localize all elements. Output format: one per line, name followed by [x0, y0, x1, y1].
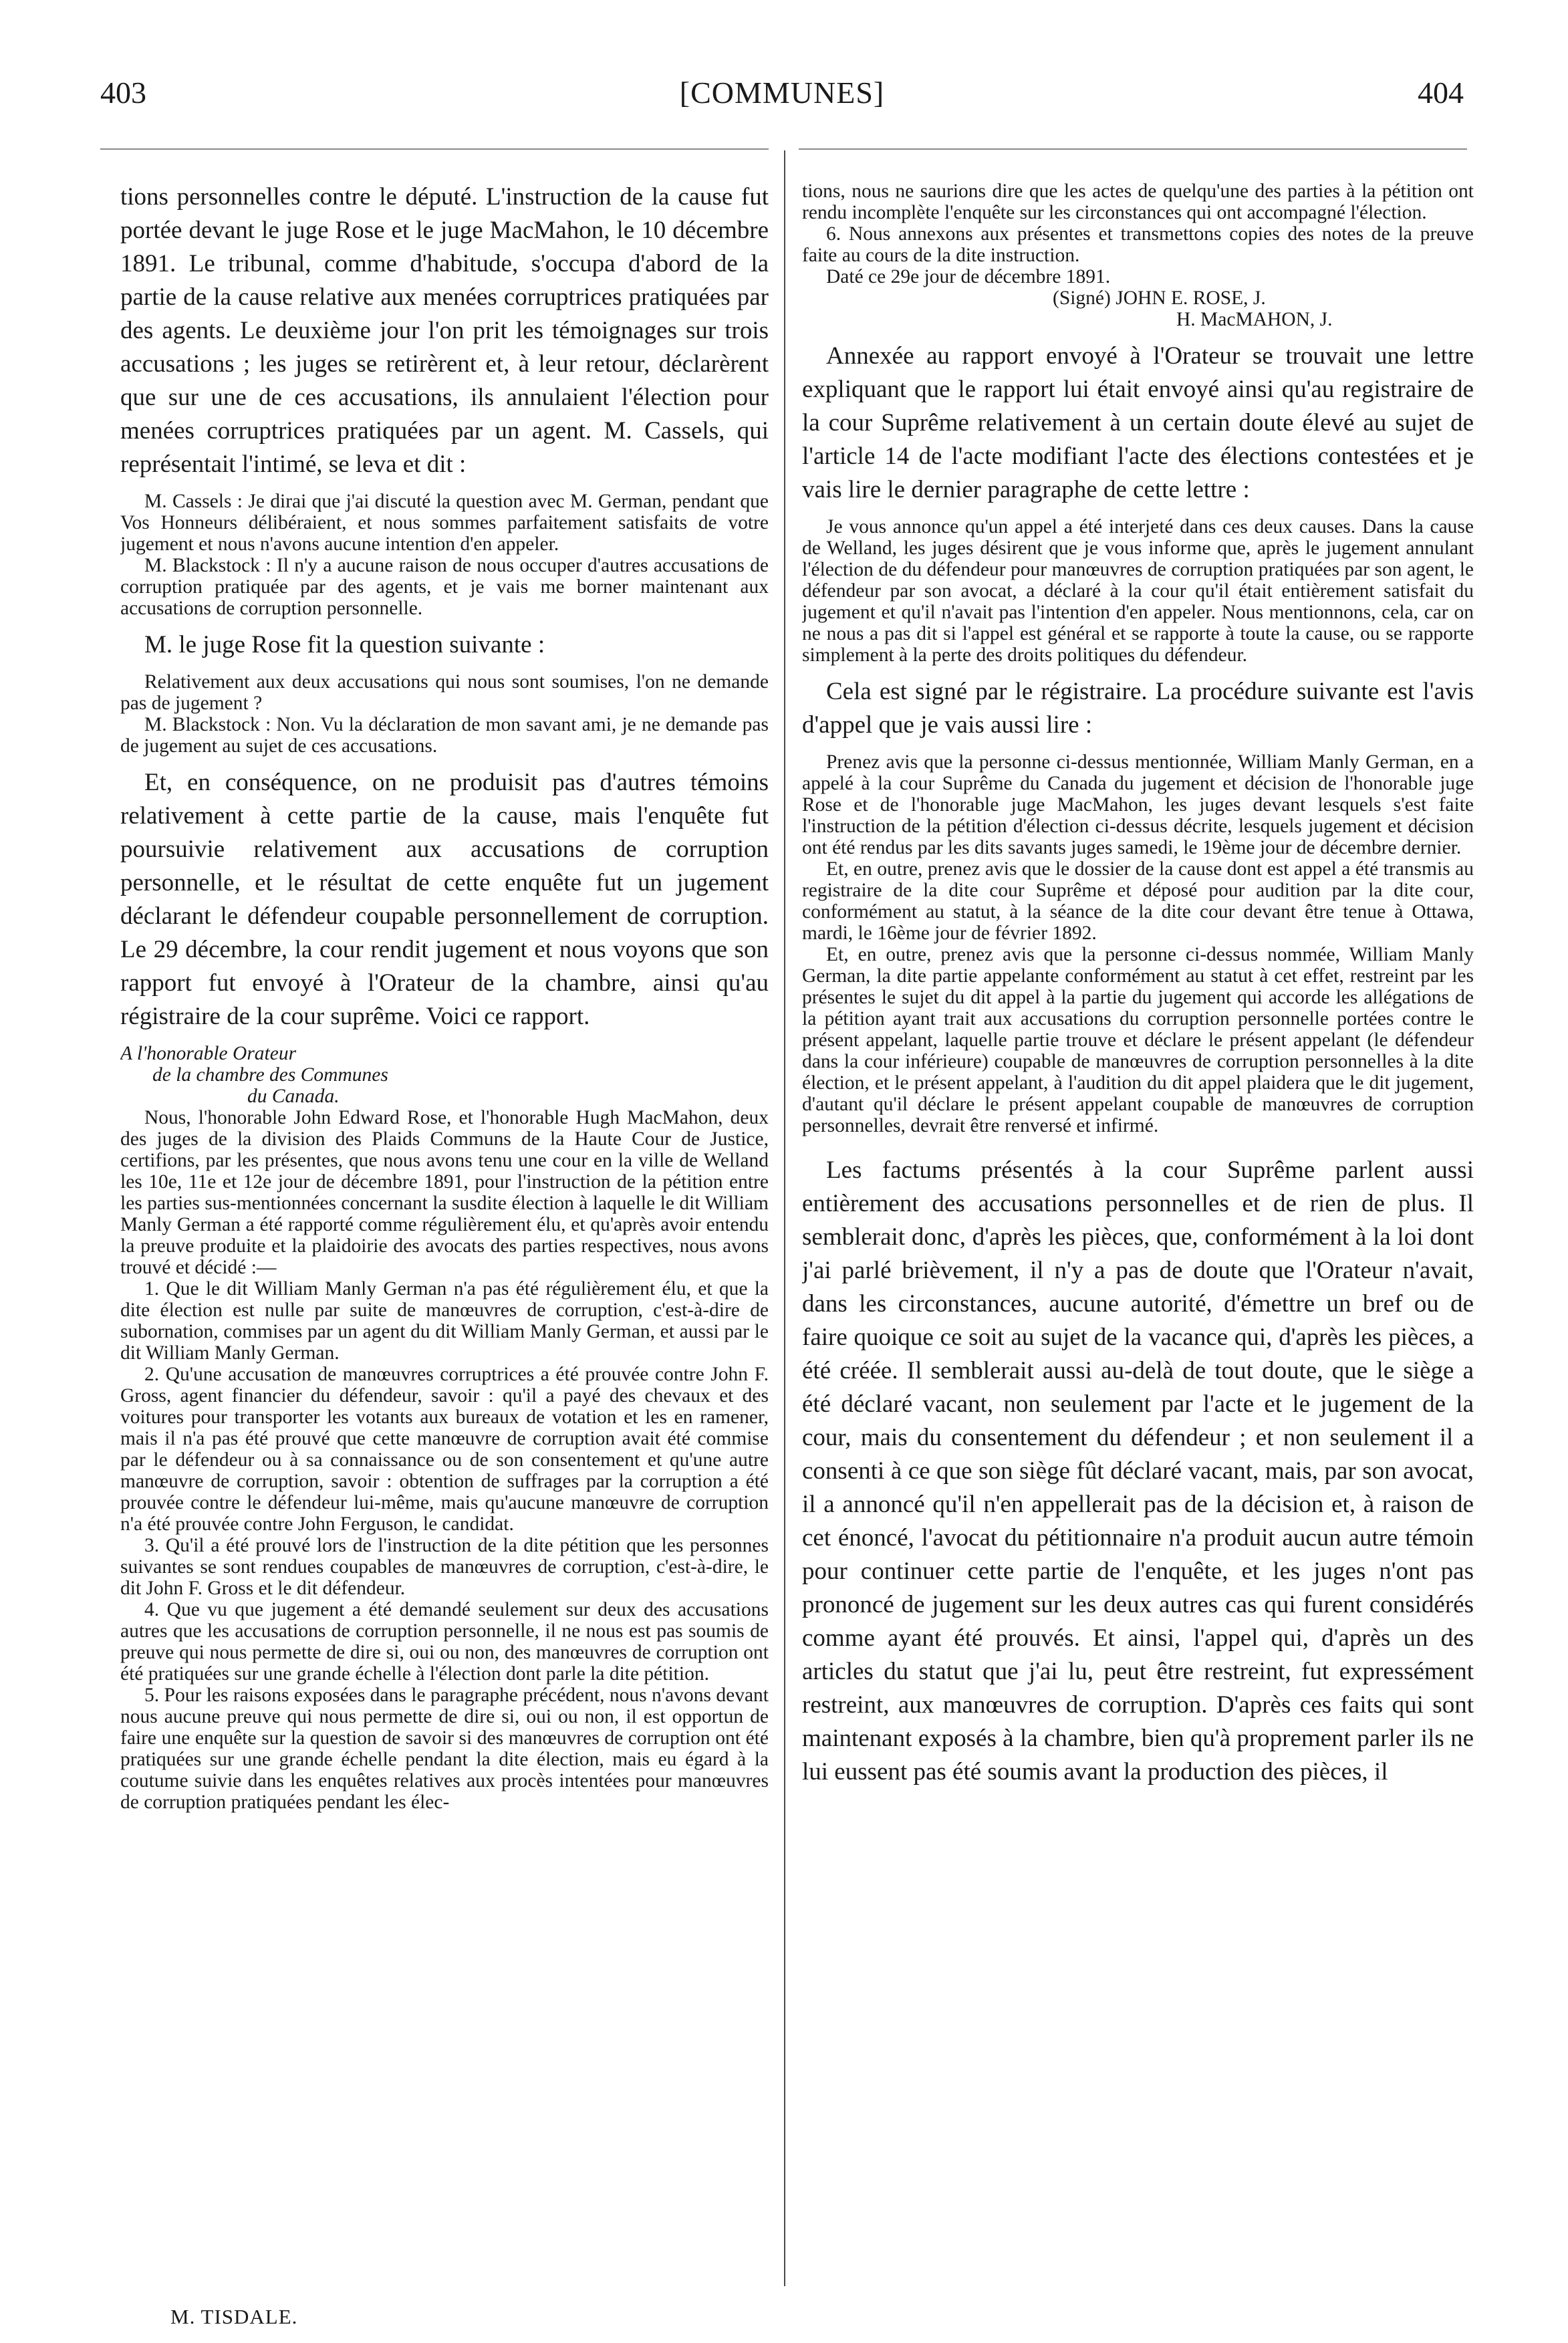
quote-paragraph: Relativement aux deux accusations qui nous sont soumises, l'on ne demande pas de jugement ? — [120, 671, 769, 714]
report-paragraph: 2. Qu'une accusation de manœuvres corruptrices a été prouvée contre John F. Gross, agent financier du défendeur, savoir : qu'il a payé des chevaux et des voitures pour transporter les votants aux bureaux de votation et les en ramener, mais il n'a pas été prouvé que cette manœuvre de corruption avait été commise par le défendeur ou à sa connaissance ou de son consentement et qu'une autre manœuvre de corruption, savoir : obtention de suffrages par la corruption a été prouvée contre le défendeur lui-même, mais qu'aucune manœuvre de corruption n'a été prouvée contre John Ferguson, le candidat. — [120, 1364, 769, 1535]
header-rule-right — [799, 148, 1467, 150]
body-paragraph: Et, en conséquence, on ne produisit pas d'autres témoins relativement à cette partie de la cause, mais l'enquête fut poursuivie relativement aux accusations de corruption personnelle, et le résultat de cette enquête fut un jugement déclarant le défendeur coupable personnellement de corruption. Le 29 décembre, la cour rendit jugement et nous voyons que son rapport fut envoyé à l'Orateur de la chambre, ainsi qu'au régistraire de la cour suprême. Voici ce rapport. — [120, 769, 769, 1030]
report-date: Daté ce 29e jour de décembre 1891. — [826, 266, 1111, 287]
address-line: du Canada. — [247, 1086, 340, 1107]
notice-paragraph: Et, en outre, prenez avis que le dossier de la cause dont est appel a été transmis au registraire de la dite cour Suprême et déposé pour audition par la dite cour, conformément au statut, à la séance de la dite cour devant être tenue à Ottawa, mardi, le 16ème jour de février 1892. — [802, 858, 1474, 944]
report-paragraph: 4. Que vu que jugement a été demandé seulement sur deux des accusations autres que les accusations de corruption personnelle, il ne nous est pas soumis de preuve qui nous permette de dire si, oui ou non, des manœuvres de corruption ont été pratiquées sur une grande échelle à l'élection dont parle la dite pétition. — [120, 1599, 769, 1685]
address-line: de la chambre des Communes — [152, 1064, 388, 1086]
notice-paragraph: Prenez avis que la personne ci-dessus mentionnée, William Manly German, en a appelé à la cour Suprême du Canada du jugement et décision de l'honorable juge Rose et de l'honorable juge MacMahon, les juges devant lesquels s'est faite l'instruction de la pétition d'élection ci-dessus décrite, lesquels jugement et décision ont été rendus par les dits savants juges samedi, le 19ème jour de décembre dernier. — [802, 751, 1474, 858]
notice-paragraph: Et, en outre, prenez avis que la personne ci-dessus nommée, William Manly German, la dite partie appelante conformément au statut à cet effet, restreint par les présentes le sujet du dit appel à la partie du jugement qui accorde les allégations de la pétition ayant trait aux accusations du corruption personnelle portées contre le présent appelant, laquelle partie trouve et déclare le présent appelant (le défendeur dans la cour inférieure) coupable de manœuvres de corruption personnelles à la dite élection, et le présent appelant, à l'audition du dit appel plaidera que le dit jugement, d'autant qu'il déclare le présent appelant coupable de manœuvres de corruption personnelles, devrait être renversé et infirmé. — [802, 944, 1474, 1136]
signature-macmahon: H. MacMAHON, J. — [1176, 309, 1333, 330]
report-paragraph: 3. Qu'il a été prouvé lors de l'instruction de la dite pétition que les personnes suivantes se sont rendues coupables de manœuvres de corruption, c'est-à-dire, le dit John F. Gross et le dit défendeur. — [120, 1535, 769, 1599]
column-divider — [784, 150, 785, 2286]
body-paragraph: tions personnelles contre le député. L'instruction de la cause fut portée devant le juge Rose et le juge MacMahon, le 10 décembre 1891. Le tribunal, comme d'habitude, s'occupa d'abord de la partie de la cause relative aux menées corruptrices pratiquées par des agents. Le deuxième jour l'on prit les témoignages sur trois accusations ; les juges se retirèrent et, à leur retour, déclarèrent que sur une de ces accusations, ils annulaient l'élection pour menées corruptrices pratiquées par un agent. M. Cassels, qui représentait l'intimé, se leva et dit : — [120, 183, 769, 478]
body-paragraph: Cela est signé par le régistraire. La procédure suivante est l'avis d'appel que je vais aussi lire : — [802, 678, 1474, 739]
body-paragraph: Les factums présentés à la cour Suprême parlent aussi entièrement des accusations personnelles et de rien de plus. Il semblerait donc, d'après les pièces, que, conformément à la loi dont j'ai parlé brièvement, il n'y a pas de doute que l'Orateur n'avait, dans les circonstances, aucune autorité, d'émettre un bref ou de faire quoique ce soit au sujet de la vacance qui, d'après les pièces, a été créée. Il semblerait aussi au-delà de tout doute, que le siège a été déclaré vacant, non seulement par l'acte et le jugement de la cour, mais du consentement du défendeur ; et non seulement il a consenti à ce que son siège fût déclaré vacant, mais, par son avocat, il a annoncé qu'il n'en appellerait pas de la décision et, à raison de cet énoncé, l'avocat du pétitionnaire n'a produit aucun autre témoin pour continuer cette partie de l'enquête, et les juges n'ont pas prononcé de jugement sur les deux autres cas qui furent considérés comme ayant été prouvés. Et ainsi, l'appel qui, d'après un des articles du statut que j'ai lu, peut être restreint, fut expressément restreint, aux manœuvres de corruption. D'après ces faits qui sont maintenant exposés à la chambre, bien qu'à proprement parler ils ne lui eussent pas été soumis avant la production des pièces, il — [802, 1156, 1474, 1785]
header-rule-left — [100, 148, 769, 150]
speaker-footer: M. TISDALE. — [170, 2305, 298, 2328]
page-number-right: 404 — [1418, 76, 1464, 110]
quote-paragraph: Je vous annonce qu'un appel a été interjeté dans ces deux causes. Dans la cause de Welland, les juges désirent que je vous informe que, après le jugement annulant l'élection de du défendeur pour manœuvres de corruption pratiquées par son agent, le défendeur par son avocat, a déclaré à la cour qu'il était entièrement satisfait du jugement et qu'il n'avait pas l'intention d'en appeler. Nous mentionnons, cela, car on ne nous a pas dit si l'appel est général et se rapporte à toute la cause, ou se rapporte simplement à la perte des droits politiques du défendeur. — [802, 516, 1474, 666]
page-header — [100, 75, 1464, 115]
page-number-left: 403 — [100, 76, 146, 110]
report-paragraph: 6. Nous annexons aux présentes et transmettons copies des notes de la preuve faite au cours de la dite instruction. — [802, 223, 1474, 266]
report-paragraph: Nous, l'honorable John Edward Rose, et l'honorable Hugh MacMahon, deux des juges de la division des Plaids Communs de la Haute Cour de Justice, certifions, par les présentes, que nous avons tenu une cour en la ville de Welland les 10e, 11e et 12e jour de décembre 1891, pour l'instruction de la pétition entre les parties sus-mentionnées concernant la susdite élection à laquelle le dit William Manly German a été rapporté comme régulièrement élu, et qu'après avoir entendu la preuve produite et la plaidoirie des avocats des parties respectives, nous avons trouvé et décidé :— — [120, 1107, 769, 1278]
address-line: A l'honorable Orateur — [120, 1043, 297, 1064]
report-paragraph: tions, nous ne saurions dire que les actes de quelqu'une des parties à la pétition ont rendu incomplète l'enquête sur les circonstances qui ont accompagné l'élection. — [802, 180, 1474, 223]
quote-paragraph: M. Blackstock : Non. Vu la déclaration de mon savant ami, je ne demande pas de jugement au sujet de ces accusations. — [120, 714, 769, 757]
quote-paragraph: M. Blackstock : Il n'y a aucune raison de nous occuper d'autres accusations de corruption pratiquée par des agents, et je vais me borner maintenant aux accusations de corruption personnelle. — [120, 555, 769, 619]
report-paragraph: 5. Pour les raisons exposées dans le paragraphe précédent, nous n'avons devant nous aucune preuve qui nous permette de dire si, oui ou non, il est opportun de faire une enquête sur la question de savoir si des manœuvres de corruption ont été pratiquées sur une grande échelle pendant la dite élection, mais eu égard à la coutume suivie dans les enquêtes relatives aux procès intentées pour manœuvres de corruption pratiquées pendant les élec- — [120, 1685, 769, 1813]
left-column — [120, 180, 769, 2306]
body-paragraph: M. le juge Rose fit la question suivante : — [144, 631, 545, 658]
running-title: [COMMUNES] — [679, 76, 885, 110]
signature-rose: (Signé) JOHN E. ROSE, J. — [1053, 287, 1266, 309]
quote-paragraph: M. Cassels : Je dirai que j'ai discuté la question avec M. German, pendant que Vos Honneurs délibéraient, et nous sommes parfaitement satisfaits de votre jugement et nous n'avons aucune intention d'en appeler. — [120, 491, 769, 555]
report-paragraph: 1. Que le dit William Manly German n'a pas été régulièrement élu, et que la dite élection est nulle par suite de manœuvres de corruption, c'est-à-dire de subornation, commises par un agent du dit William Manly German, et aussi par le dit William Manly German. — [120, 1278, 769, 1364]
report-address — [120, 1043, 769, 1107]
body-paragraph: Annexée au rapport envoyé à l'Orateur se trouvait une lettre expliquant que le rapport lui était envoyé ainsi qu'au registraire de la cour Suprême relativement à un certain doute élevé au sujet de l'article 14 de l'acte modifiant l'acte des élections contestées et je vais lire le dernier paragraphe de cette lettre : — [802, 342, 1474, 503]
right-column — [802, 180, 1474, 2246]
